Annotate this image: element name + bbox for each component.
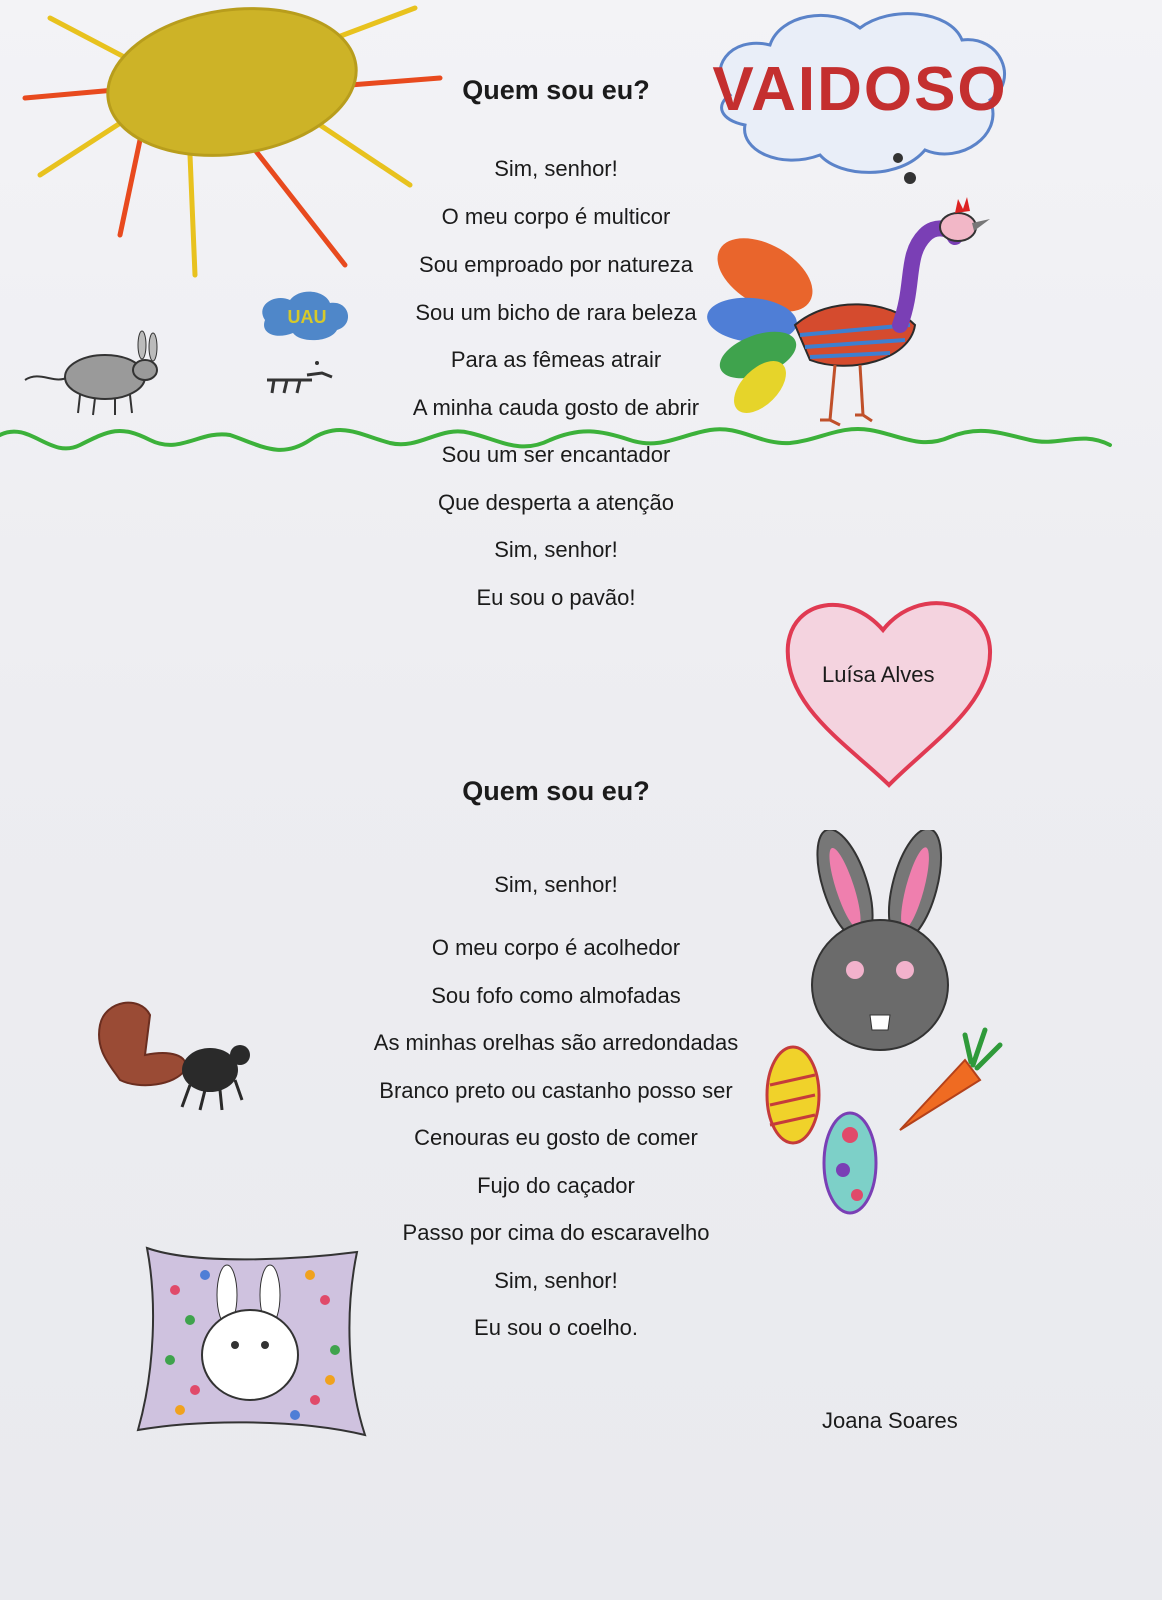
poem2-line: O meu corpo é acolhedor [431, 935, 681, 960]
poem2-line: Sou fofo como almofadas [431, 983, 681, 1008]
poem2-line: Branco preto ou castanho posso ser [379, 1078, 733, 1103]
poem1-line: Eu sou o pavão! [476, 585, 636, 610]
small-cloud-text: UAU [287, 307, 327, 327]
poem1-line: Que desperta a atenção [437, 490, 675, 515]
poem1-line: Sim, senhor! [494, 537, 618, 562]
poem2-line: Passo por cima do escaravelho [402, 1220, 710, 1245]
poem2-line: Sim, senhor! [494, 1268, 618, 1293]
poem1-line: Para as fêmeas atrair [450, 347, 662, 372]
poem1-author: Luísa Alves [822, 662, 935, 687]
poem2-author: Joana Soares [822, 1408, 958, 1433]
poem2-title: Quem sou eu? [462, 776, 650, 806]
poem1-line: O meu corpo é multicor [441, 204, 671, 229]
poem1-line: Sim, senhor! [494, 156, 618, 181]
sun-drawing [10, 0, 450, 290]
poem1-line: Sou emproado por natureza [419, 252, 693, 277]
poem2-line: As minhas orelhas são arredondadas [373, 1030, 739, 1055]
heart-drawing [778, 585, 1000, 800]
poem1-line: Sou um ser encantador [441, 442, 671, 467]
poem2-line: Eu sou o coelho. [474, 1315, 638, 1340]
poem1-title: Quem sou eu? [462, 75, 650, 105]
thought-cloud-text: VAIDOSO [712, 55, 1008, 124]
poem2-line: Sim, senhor! [494, 872, 618, 897]
poem1-line: Sou um bicho de rara beleza [415, 300, 697, 325]
poem2-line: Fujo do caçador [477, 1173, 635, 1198]
poem1-line: A minha cauda gosto de abrir [412, 395, 700, 420]
poem2-line: Cenouras eu gosto de comer [414, 1125, 698, 1150]
